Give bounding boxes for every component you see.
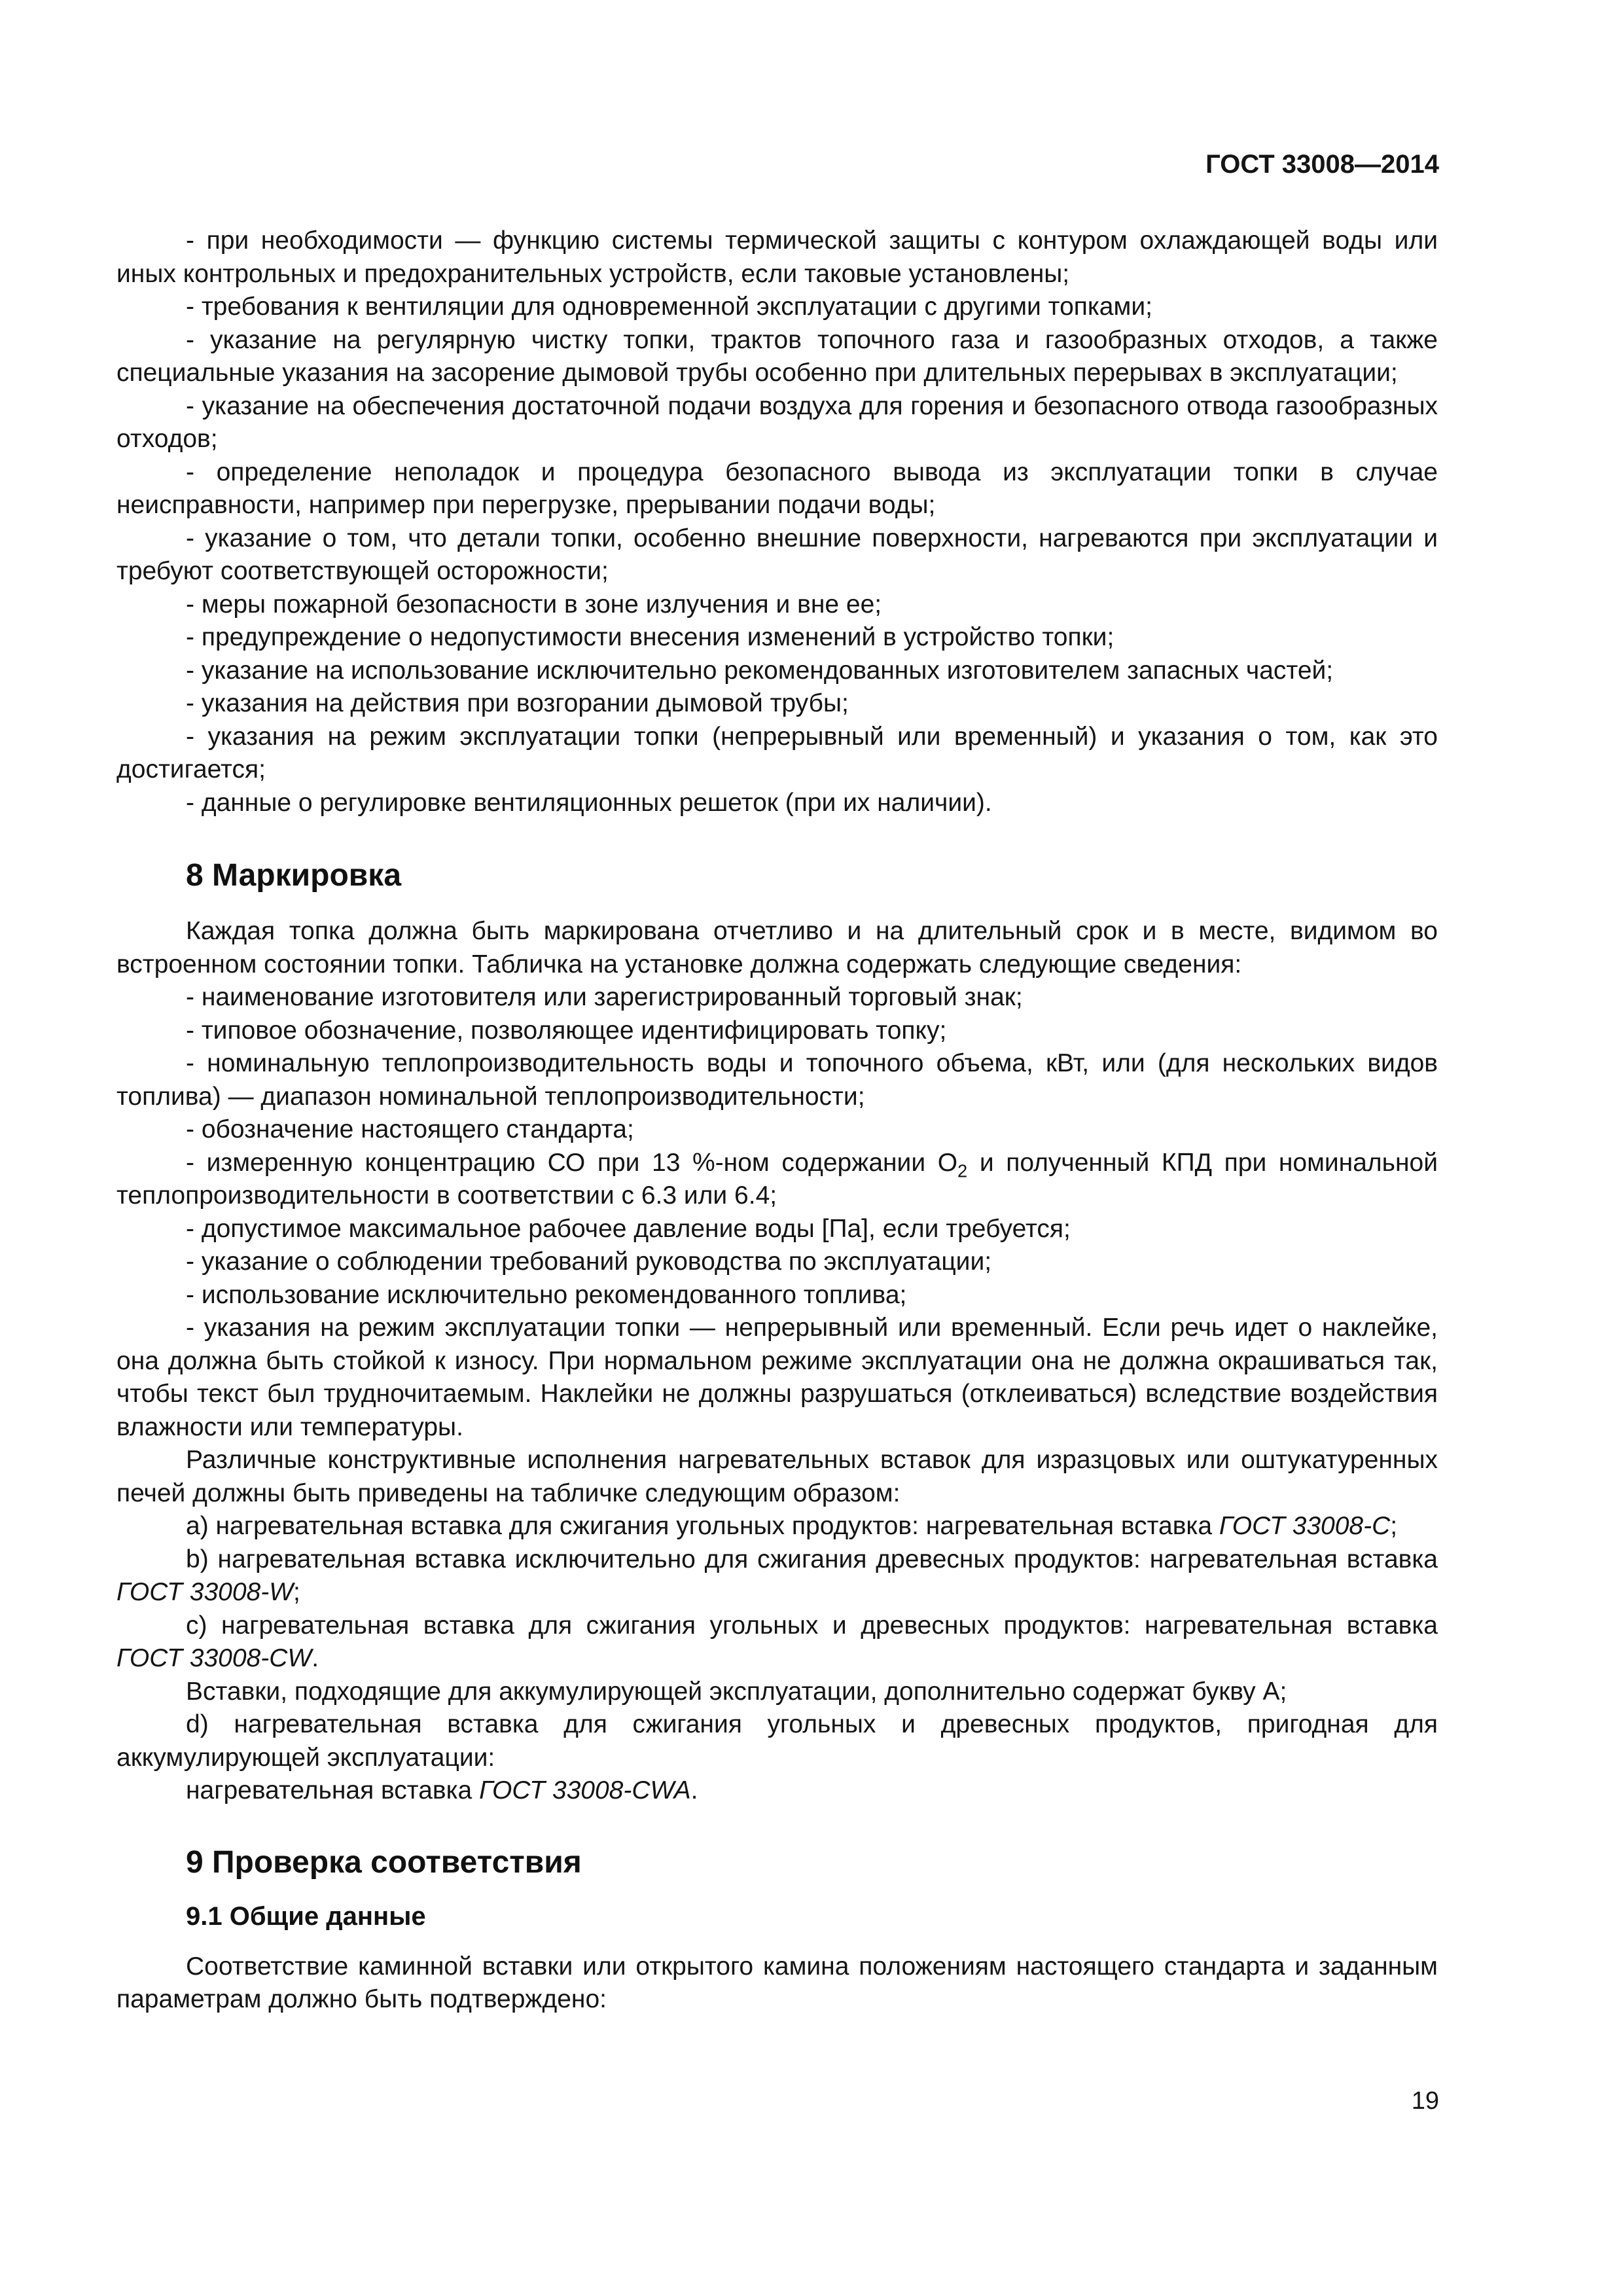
- document-header: ГОСТ 33008—2014: [1205, 150, 1439, 179]
- variant-d-end: .: [690, 1776, 698, 1804]
- variant-b-code: ГОСТ 33008-W: [116, 1578, 294, 1606]
- list-item: - указание на обеспечения достаточной подачи воздуха для горения и безопасного отвода газообразных отходов;: [116, 391, 1438, 453]
- variant-a: [116, 1510, 1438, 1543]
- accumulating-note: Вставки, подходящие для аккумулирующей эксплуатации, дополнительно содержат букву А;: [186, 1677, 1287, 1706]
- instructions-list: [116, 224, 1438, 819]
- variant-d-value-text: нагревательная вставка: [186, 1776, 480, 1804]
- list-item: - наименование изготовителя или зарегистрированный торговый знак;: [186, 983, 1023, 1011]
- list-item: - определение неполадок и процедура безопасного вывода из эксплуатации топки в случае неисправности, например при перегрузке, прерывании подачи воды;: [116, 457, 1438, 519]
- list-item-co-concentration: [116, 1147, 1438, 1213]
- variant-b: [116, 1543, 1438, 1609]
- list-item: - допустимое максимальное рабочее давление воды [Па], если требуется;: [186, 1214, 1071, 1243]
- variant-a-end: ;: [1390, 1512, 1398, 1540]
- list-item: - указание о соблюдении требований руководства по эксплуатации;: [186, 1247, 992, 1276]
- variants-intro: Различные конструктивные исполнения нагревательных вставок для изразцовых или оштукатуренных печей должны быть приведены на табличке следующим образом:: [116, 1446, 1438, 1507]
- list-item: - указание о том, что детали топки, особенно внешние поверхности, нагреваются при эксплуатации и требуют соответствующей осторожности;: [116, 524, 1438, 585]
- list-item: - при необходимости — функцию системы термической защиты с контуром охлаждающей воды или иных контрольных и предохранительных устройств, если таковые установлены;: [116, 226, 1438, 288]
- list-item: - указания на режим эксплуатации топки — непрерывный или временный. Если речь идет о наклейке, она должна быть стойкой к износу. При нормальном режиме эксплуатации она не должна окрашиваться так, чтобы текст был трудночитаемым. Наклейки не должны разрушаться (отклеиваться) вследствие воздействия влажности или температуры.: [116, 1314, 1438, 1441]
- co-text-after: и полученный КПД при номинальной теплопроизводительности в соответствии с 6.3 или 6.4;: [116, 1148, 1438, 1210]
- subsection-9-1-heading: 9.1 Общие данные: [186, 1901, 426, 1931]
- list-item: - обозначение настоящего стандарта;: [186, 1115, 634, 1143]
- list-item: - меры пожарной безопасности в зоне излучения и вне ее;: [186, 590, 882, 619]
- variant-b-text: b) нагревательная вставка исключительно для сжигания древесных продуктов: нагревательная вставка: [186, 1545, 1438, 1573]
- section-9-1-body: Соответствие каминной вставки или открытого камина положениям настоящего стандарта и заданным параметрам должно быть подтверждено:: [116, 1952, 1438, 2013]
- list-item: - данные о регулировке вентиляционных решеток (при их наличии).: [186, 788, 992, 817]
- list-item: - указание на использование исключительно рекомендованных изготовителем запасных частей;: [186, 656, 1334, 685]
- section-8-body: [116, 915, 1438, 1808]
- list-item: - указание на регулярную чистку топки, трактов топочного газа и газообразных отходов, а также специальные указания на засорение дымовой трубы особенно при длительных перерывах в эксплуатации;: [116, 325, 1438, 387]
- page-content: [116, 224, 1438, 2017]
- variant-a-text: а) нагревательная вставка для сжигания угольных продуктов: нагревательная вставка: [186, 1512, 1219, 1540]
- section-8-heading: 8 Маркировка: [186, 858, 402, 893]
- variant-b-end: ;: [293, 1578, 300, 1606]
- list-item: - указания на режим эксплуатации топки (непрерывный или временный) и указания о том, как это достигается;: [116, 722, 1438, 783]
- list-item: - типовое обозначение, позволяющее идентифицировать топку;: [186, 1016, 947, 1045]
- list-item: - использование исключительно рекомендованного топлива;: [186, 1280, 907, 1309]
- variant-c-end: .: [312, 1644, 319, 1672]
- variant-c-text: с) нагревательная вставка для сжигания угольных и древесных продуктов: нагревательная вставка: [186, 1611, 1438, 1640]
- co-text-before: - измеренную концентрацию СО при 13 %-ном содержании О: [186, 1148, 958, 1177]
- section-9-heading: 9 Проверка соответствия: [186, 1844, 582, 1880]
- variant-d-value: [116, 1774, 1438, 1808]
- variant-d: d) нагревательная вставка для сжигания угольных и древесных продуктов, пригодная для аккумулирующей эксплуатации:: [116, 1710, 1438, 1772]
- page-number: 19: [1411, 2087, 1439, 2115]
- oxygen-subscript: 2: [957, 1160, 968, 1181]
- list-item: - предупреждение о недопустимости внесения изменений в устройство топки;: [186, 623, 1115, 651]
- variant-d-code: ГОСТ 33008-CWA: [479, 1776, 691, 1804]
- list-item: - требования к вентиляции для одновременной эксплуатации с другими топками;: [186, 293, 1152, 321]
- variant-c-code: ГОСТ 33008-CW: [116, 1644, 312, 1672]
- variant-a-code: ГОСТ 33008-С: [1219, 1512, 1391, 1540]
- section-8-lead: Каждая топка должна быть маркирована отчетливо и на длительный срок и в месте, видимом во встроенном состоянии топки. Табличка на установке должна содержать следующие сведения:: [116, 917, 1438, 978]
- list-item: - указания на действия при возгорании дымовой трубы;: [186, 689, 849, 717]
- list-item: - номинальную теплопроизводительность воды и топочного объема, кВт, или (для нескольких видов топлива) — диапазон номинальной теплопроизводительности;: [116, 1049, 1438, 1111]
- variant-c: [116, 1609, 1438, 1676]
